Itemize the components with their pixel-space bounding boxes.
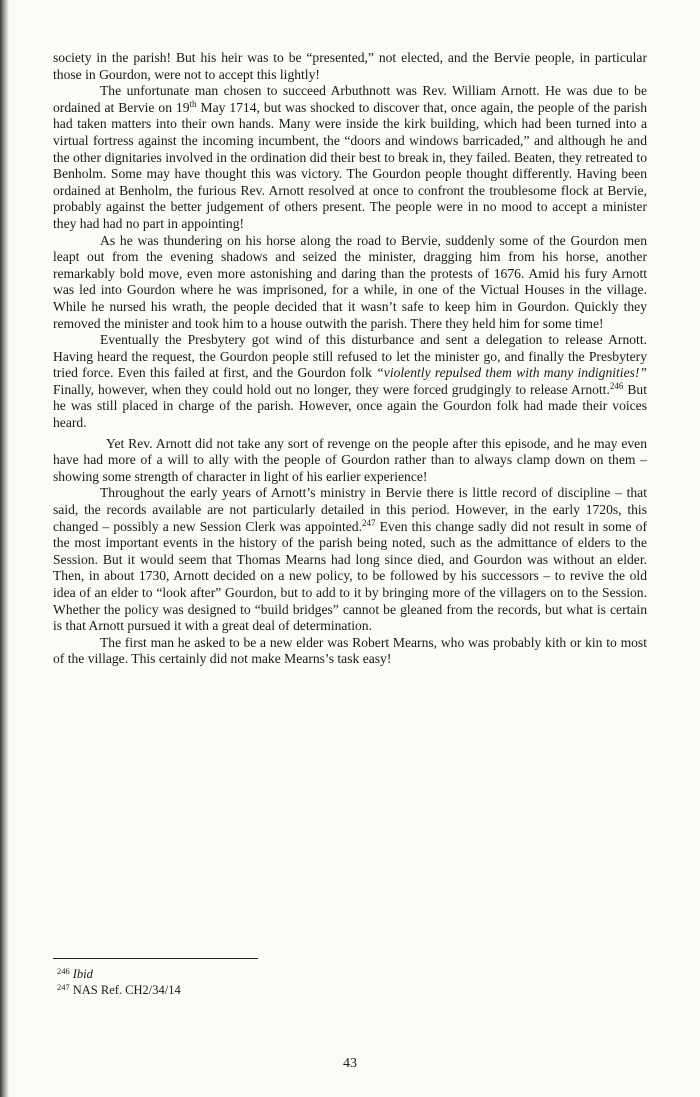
footnote-text: Ibid (72, 967, 93, 981)
paragraph (53, 635, 647, 668)
footnotes (57, 967, 557, 998)
footnote-number: 247 (57, 981, 70, 992)
text-run: The unfortunate man chosen to succeed Arbuthnott was Rev. William Arnott. He was due to be ordained at Bervie on 19 (53, 83, 647, 115)
paragraph (53, 50, 647, 83)
text-run: But he was still placed in charge of the parish. However, once again the Gourdon folk had made their voices heard. (53, 381, 648, 431)
text-run: As he was thundering on his horse along the road to Bervie, suddenly some of the Gourdon men leapt out from the evening shadows and seized the minister, dragging him from his horse, another remarkably bold move, even more astonishing and daring than the protests of 1676. Amid his fury Arnott was led into Gourdon where he was imprisoned, for a while, in one of the Victual Houses in the village. While he nursed his wrath, the people decided that it wasn’t safe to keep him in Gourdon. Quickly they removed the minister and took him to a house outwith the parish. There they held him for some time! (53, 232, 647, 331)
footnote-number: 246 (57, 966, 70, 976)
page-number: 43 (343, 1056, 357, 1071)
quoted-text: “violently repulsed them with many indignities!” (376, 365, 647, 381)
text-run: Even this change sadly did not result in some of the most important events in the history of the parish being noted, such as the admittance of elders to the Session. But it would seem that Thomas Mearns had long since died, and Gourdon was without an elder. Then, in about 1730, Arnott decided on a new policy, to be followed by his successors – to revive the old idea of an elder to “look after” Gourdon, but to add to it by bringing more of the villagers on to the Session. Whether the policy was designed to “build bridges” cannot be gleaned from the records, but what is certain is that Arnott pursued it with a great deal of determination. (53, 518, 647, 634)
paragraph (53, 332, 647, 432)
text-run: Yet Rev. Arnott did not take any sort of revenge on the people after this episode, and he may even have had more of a will to ally with the people of Gourdon rather than to always clamp down on them – showing some strength of character in light of his earlier experience! (53, 435, 647, 484)
text-run: society in the parish! But his heir was to be “presented,” not elected, and the Bervie people, in particular those in Gourdon, were not to accept this lightly! (53, 50, 647, 82)
paragraph (53, 485, 647, 634)
paragraph (53, 233, 647, 333)
paragraph (53, 83, 647, 232)
footnote-text: NAS Ref. CH2/34/14 (72, 982, 181, 997)
text-run: The first man he asked to be a new elder was Robert Mearns, who was probably kith or kin to most of the village. This certainly did not make Mearns’s task easy! (53, 634, 647, 667)
page-binding-shadow (0, 0, 9, 1097)
footnote-reference: 247 (361, 517, 376, 528)
text-run: Throughout the early years of Arnott’s ministry in Bervie there is little record of discipline – that said, the records available are not particularly detailed in this period. However, in the early 1720s, this changed – possibly a new Session Clerk was appointed. (53, 485, 647, 534)
footnote-246 (57, 967, 557, 983)
text-run: May 1714, but was shocked to discover that, once again, the people of the parish had taken matters into their own hands. Many were inside the kirk building, which had been turned into a virtual fortress against the incoming incumbent, the “doors and windows barricaded,” and although he and the other dignitaries involved in the ordination did their best to break in, they failed. Beaten, they retreated to Benholm. Some may have thought this was victory. The Gourdon people thought differently. Having been ordained at Benholm, the furious Rev. Arnott resolved at once to confront the troublesome flock at Bervie, probably against the better judgement of others present. The people were in no mood to accept a minister they had had no part in appointing! (53, 99, 647, 231)
paragraph (53, 436, 647, 486)
footnote-reference: 246 (609, 380, 624, 391)
body-text (53, 50, 647, 668)
text-run: Finally, however, when they could hold out no longer, they were forced grudgingly to release Arnott. (53, 381, 610, 397)
text-run: Eventually the Presbytery got wind of this disturbance and sent a delegation to release Arnott. Having heard the request, the Gourdon people still refused to let the minister go, and finally the Presbytery tried force. Even this failed at first, and the Gourdon folk (53, 332, 647, 381)
footnote-247 (57, 983, 557, 999)
footnote-reference: th (189, 98, 197, 109)
footnote-divider (53, 958, 258, 959)
